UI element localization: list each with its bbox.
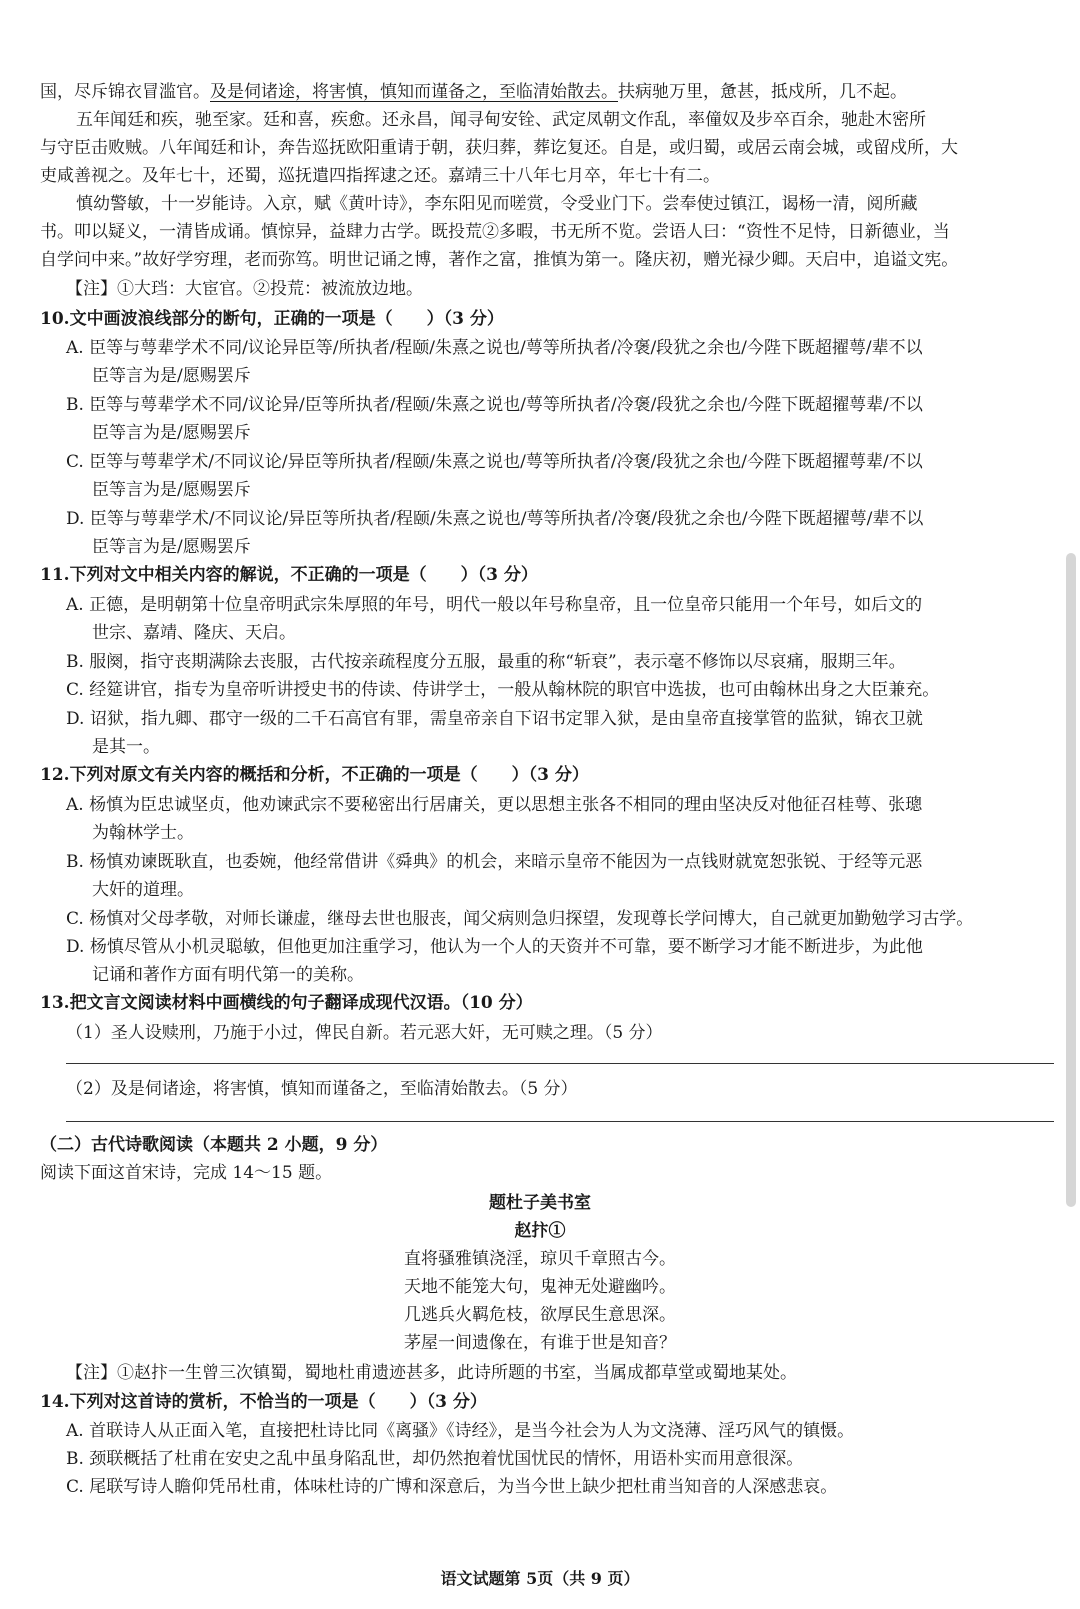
q11-option-b[interactable]: B. 服阕，指守丧期满除去丧服，古代按亲疏程度分五服，最重的称“斩衰”，表示毫不修饰以尽哀痛，服期三年。	[66, 652, 906, 672]
scrollbar-thumb[interactable]	[1066, 553, 1076, 1207]
section-heading: （二）古代诗歌阅读（本题共 2 小题，9 分）	[40, 1135, 388, 1155]
q10-option-c-cont: 臣等言为是/愿赐罢斥	[92, 480, 251, 500]
q11-option-a-cont: 世宗、嘉靖、隆庆、天启。	[92, 623, 296, 643]
question-11-stem: 11.下列对文中相关内容的解说，不正确的一项是（ ）（3 分）	[40, 565, 538, 585]
passage-line	[40, 79, 1050, 105]
answer-line-1[interactable]	[66, 1063, 1054, 1064]
section-intro: 阅读下面这首宋诗，完成 14～15 题。	[40, 1163, 333, 1183]
poem-line: 茅屋一间遗像在，有谁于世是知音？	[404, 1333, 676, 1353]
q11-option-d[interactable]: D. 诏狱，指九卿、郡守一级的二千石高官有罪，需皇帝亲自下诏书定罪入狱，是由皇帝直接掌管的监狱，锦衣卫就	[66, 709, 923, 729]
passage-line: 慎幼警敏，十一岁能诗。入京，赋《黄叶诗》，李东阳见而嗟赏，令受业门下。尝奉使过镇江，谒杨一清，阅所藏	[76, 194, 918, 214]
q10-option-d-cont: 臣等言为是/愿赐罢斥	[92, 537, 251, 557]
underlined-sentence: 及是伺诸途，将害慎，慎知而谨备之，至临清始散去。	[210, 82, 618, 102]
q12-option-c[interactable]: C. 杨慎对父母孝敬，对师长谦虚，继母去世也服丧，闻父病则急归探望，发现尊长学问博大，自己就更加勤勉学习古学。	[66, 909, 974, 929]
q10-option-d[interactable]: D. 臣等与萼辈学术/不同议论/异臣等所执者/程颐/朱熹之说也/萼等所执者/冷褒/段犹之余也/今陛下既超擢萼/辈不以	[66, 509, 924, 529]
q10-option-c[interactable]: C. 臣等与萼辈学术/不同议论/异臣等所执者/程颐/朱熹之说也/萼等所执者/冷褒/段犹之余也/今陛下既超擢萼辈/不以	[66, 452, 923, 472]
q10-option-b-cont: 臣等言为是/愿赐罢斥	[92, 423, 251, 443]
poem-line: 几逃兵火羁危枝，欲厚民生意思深。	[404, 1305, 676, 1325]
passage-line: 五年闻廷和疾，驰至家。廷和喜，疾愈。还永昌，闻寻甸安铨、武定凤朝文作乱，率僮奴及步卒百余，驰赴木密所	[76, 110, 926, 130]
passage-note: 【注】①大珰：大宦官。②投荒：被流放边地。	[66, 279, 423, 299]
poem-line: 直将骚雅镇浇淫，琼贝千章照古今。	[404, 1249, 676, 1269]
q12-option-d-cont: 记诵和著作方面有明代第一的美称。	[92, 965, 364, 985]
q12-option-a-cont: 为翰林学士。	[92, 823, 194, 843]
passage-line: 自学问中来。”故好学穷理，老而弥笃。明世记诵之博，著作之富，推慎为第一。隆庆初，赠光禄少卿。天启中，追谥文宪。	[40, 250, 959, 270]
q14-option-a[interactable]: A. 首联诗人从正面入笔，直接把杜诗比同《离骚》《诗经》，是当今社会为人为文浇薄、淫巧风气的镇慑。	[66, 1421, 855, 1441]
q12-option-d[interactable]: D. 杨慎尽管从小机灵聪敏，但他更加注重学习，他认为一个人的天资并不可靠，要不断学习才能不断进步，为此他	[66, 937, 923, 957]
passage-line: 书。叩以疑义，一清皆成诵。慎惊异，益肆力古学。既投荒②多暇，书无所不览。尝语人曰：“资性不足恃，日新德业，当	[40, 222, 950, 242]
q13-sentence-2: （2）及是伺诸途，将害慎，慎知而谨备之，至临清始散去。（5 分）	[66, 1079, 578, 1099]
passage-line: 吏咸善视之。及年七十，还蜀，巡抚遣四指挥逮之还。嘉靖三十八年七月卒，年七十有二。	[40, 166, 720, 186]
question-10-stem: 10.文中画波浪线部分的断句，正确的一项是（ ）（3 分）	[40, 309, 504, 329]
poem-title: 题杜子美书室	[489, 1193, 591, 1213]
question-13-stem: 13.把文言文阅读材料中画横线的句子翻译成现代汉语。（10 分）	[40, 993, 533, 1013]
passage-line: 与守臣击败贼。八年闻廷和讣，奔告巡抚欧阳重请于朝，获归葬，葬讫复还。自是，或归蜀，或居云南会城，或留戍所，大	[40, 138, 958, 158]
page-footer: 语文试题第 5页（共 9 页）	[440, 1569, 640, 1588]
poem-note: 【注】①赵抃一生曾三次镇蜀，蜀地杜甫遗迹甚多，此诗所题的书室，当属成都草堂或蜀地某处。	[66, 1363, 797, 1383]
poem-author: 赵抃①	[514, 1221, 566, 1241]
text: 扶病驰万里，惫甚，抵戍所，几不起。	[618, 82, 907, 102]
question-14-stem: 14.下列对这首诗的赏析，不恰当的一项是（ ）（3 分）	[40, 1392, 487, 1412]
poem-line: 天地不能笼大句，鬼神无处避幽吟。	[404, 1277, 676, 1297]
q11-option-d-cont: 是其一。	[92, 737, 160, 757]
q10-option-a[interactable]: A. 臣等与萼辈学术不同/议论异臣等/所执者/程颐/朱熹之说也/萼等所执者/冷褒/段犹之余也/今陛下既超擢萼/辈不以	[66, 338, 923, 358]
text: 国，尽斥锦衣冒滥官。	[40, 82, 210, 102]
q14-option-c[interactable]: C. 尾联写诗人瞻仰凭吊杜甫，体味杜诗的广博和深意后，为当今世上缺少把杜甫当知音的人深感悲哀。	[66, 1477, 838, 1497]
q12-option-b[interactable]: B. 杨慎劝谏既耿直，也委婉，他经常借讲《舜典》的机会，来暗示皇帝不能因为一点钱财就宽恕张锐、于经等元恶	[66, 852, 923, 872]
q11-option-a[interactable]: A. 正德，是明朝第十位皇帝明武宗朱厚照的年号，明代一般以年号称皇帝，且一位皇帝只能用一个年号，如后文的	[66, 595, 923, 615]
question-12-stem: 12.下列对原文有关内容的概括和分析，不正确的一项是（ ）（3 分）	[40, 765, 589, 785]
q13-sentence-1: （1）圣人设赎刑，乃施于小过，俾民自新。若元恶大奸，无可赎之理。（5 分）	[66, 1023, 663, 1043]
q11-option-c[interactable]: C. 经筵讲官，指专为皇帝听讲授史书的侍读、侍讲学士，一般从翰林院的职官中选拔，也可由翰林出身之大臣兼充。	[66, 680, 940, 700]
q14-option-b[interactable]: B. 颈联概括了杜甫在安史之乱中虽身陷乱世，却仍然抱着忧国忧民的情怀，用语朴实而用意很深。	[66, 1449, 804, 1469]
q10-option-b[interactable]: B. 臣等与萼辈学术不同/议论异/臣等所执者/程颐/朱熹之说也/萼等所执者/冷褒/段犹之余也/今陛下既超擢萼辈/不以	[66, 395, 923, 415]
q10-option-a-cont: 臣等言为是/愿赐罢斥	[92, 366, 251, 386]
answer-line-2[interactable]	[66, 1121, 1054, 1122]
q12-option-a[interactable]: A. 杨慎为臣忠诚坚贞，他劝谏武宗不要秘密出行居庸关，更以思想主张各不相同的理由坚决反对他征召桂萼、张璁	[66, 795, 923, 815]
q12-option-b-cont: 大奸的道理。	[92, 880, 194, 900]
